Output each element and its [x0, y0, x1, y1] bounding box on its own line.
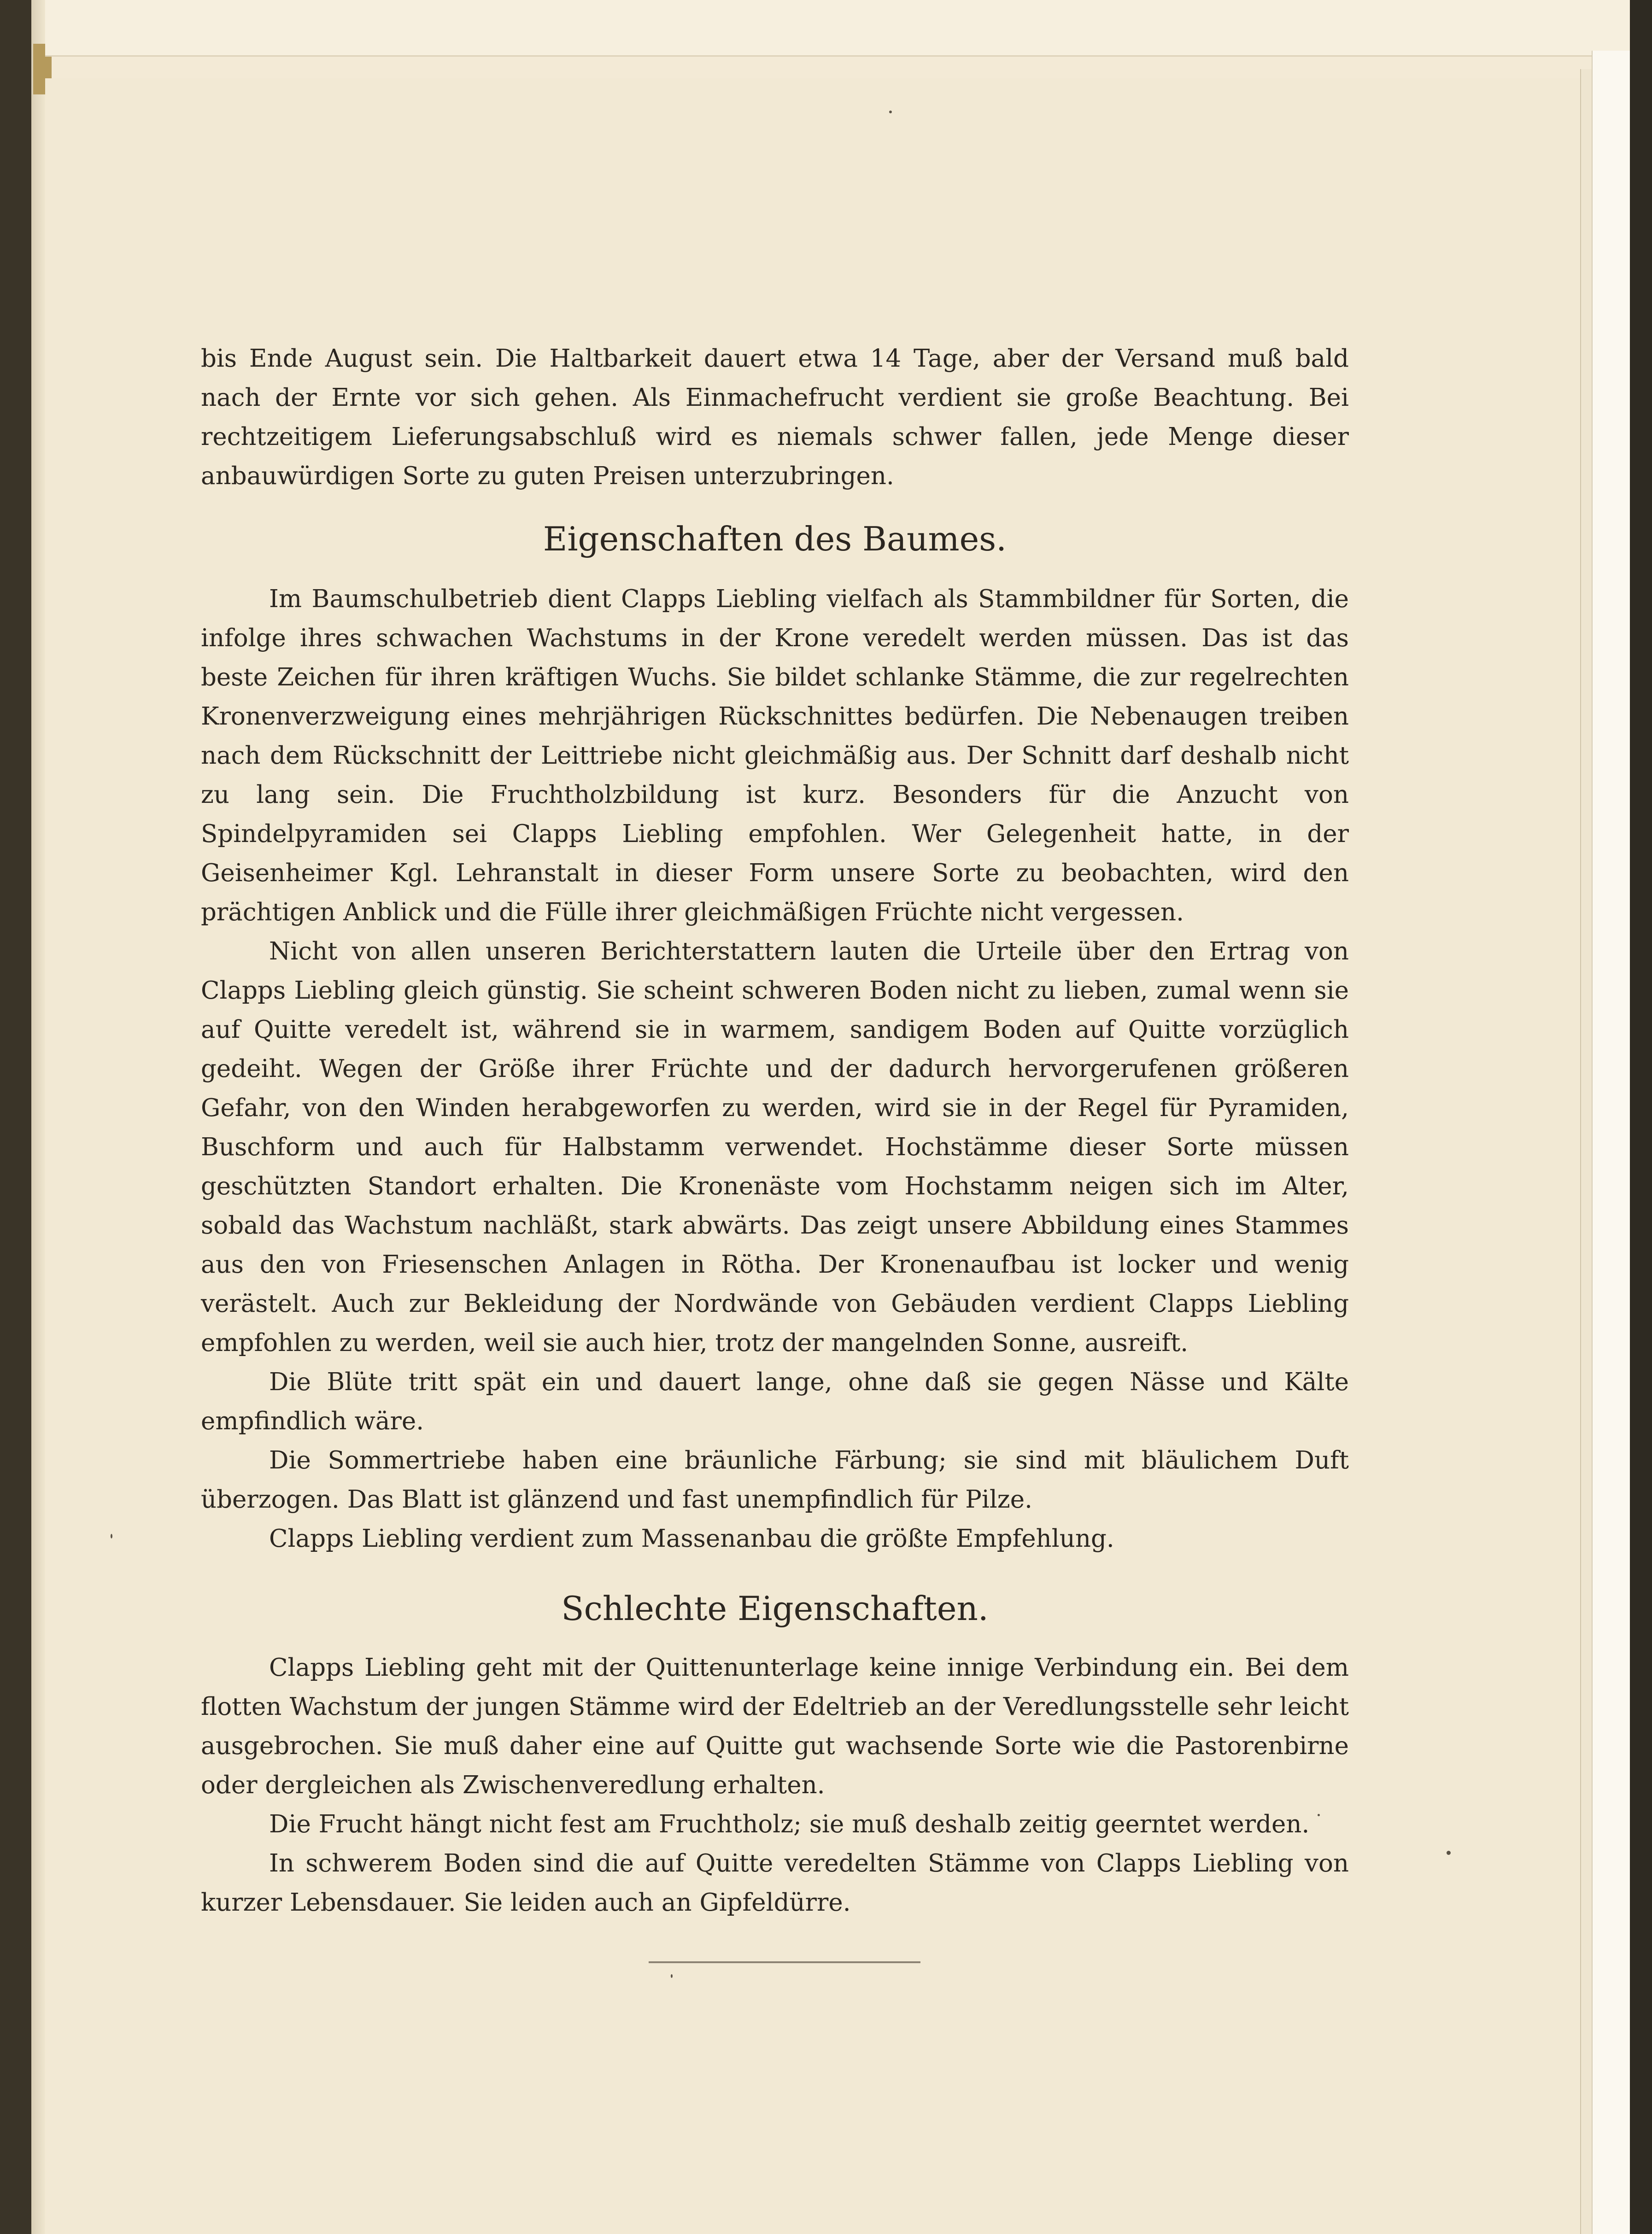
- paper-speck: [889, 111, 892, 113]
- right-page-stack-outer: [1592, 51, 1631, 2234]
- section-heading-bad-properties: Schlechte Eigenschaften.: [561, 1589, 989, 1628]
- section-tree-properties-body: [201, 579, 1349, 1558]
- paragraph: Nicht von allen unseren Berichterstattern lauten die Urteile über den Ertrag von Clapps Liebling gleich günstig. Sie scheint schweren Boden nicht zu lieben, zumal wenn sie auf Quitte veredelt ist, während sie in warmem, sandigem Boden auf Quitte vorzüglich gedeiht. Wegen der Größe ihrer Früchte und der dadurch hervorgerufenen größeren Gefahr, von den Winden herabgeworfen zu werden, wird sie in der Regel für Pyramiden, Buschform und auch für Halbstamm verwendet. Hochstämme dieser Sorte müssen geschützten Standort erhalten. Die Kronenäste vom Hochstamm neigen sich im Alter, sobald das Wachstum nachläßt, stark abwärts. Das zeigt unsere Abbildung eines Stammes aus den von Friesenschen Anlagen in Rötha. Der Kronenaufbau ist locker und wenig verästelt. Auch zur Bekleidung der Nordwände von Gebäuden verdient Clapps Liebling empfohlen zu werden, weil sie auch hier, trotz der mangelnden Sonne, ausreift.: [201, 937, 1349, 1357]
- paper-speck: [111, 1534, 112, 1538]
- top-page-edge: [45, 0, 1630, 57]
- scan-left-border: [0, 0, 31, 2234]
- paper-speck: [671, 1974, 673, 1978]
- section-heading-tree-properties: Eigenschaften des Baumes.: [543, 520, 1007, 558]
- paragraph: In schwerem Boden sind die auf Quitte veredelten Stämme von Clapps Liebling von kurzer Lebensdauer. Sie leiden auch an Gipfeldürre.: [201, 1849, 1349, 1917]
- scan-right-border: [1630, 0, 1652, 2234]
- paragraph: Clapps Liebling verdient zum Massenanbau die größte Empfehlung.: [269, 1525, 1114, 1553]
- intro-paragraph: bis Ende August sein. Die Haltbarkeit dauert etwa 14 Tage, aber der Versand muß bald nach der Ernte vor sich gehen. Als Einmachefrucht verdient sie große Beachtung. Bei rechtzeitigem Lieferungsabschluß wird es niemals schwer fallen, jede Menge dieser anbauwürdigen Sorte zu guten Preisen unterzubringen.: [201, 345, 1349, 490]
- paper-speck: [1447, 1851, 1451, 1855]
- paragraph: Die Blüte tritt spät ein und dauert lange, ohne daß sie gegen Nässe und Kälte empfindlich wäre.: [201, 1368, 1349, 1435]
- paragraph: Im Baumschulbetrieb dient Clapps Liebling vielfach als Stammbildner für Sorten, die infolge ihres schwachen Wachstums in der Krone veredelt werden müssen. Das ist das beste Zeichen für ihren kräftigen Wuchs. Sie bildet schlanke Stämme, die zur regelrechten Kronenverzweigung eines mehrjährigen Rückschnittes bedürfen. Die Nebenaugen treiben nach dem Rückschnitt der Leittriebe nicht gleichmäßig aus. Der Schnitt darf deshalb nicht zu lang sein. Die Fruchtholzbildung ist kurz. Besonders für die Anzucht von Spindelpyramiden sei Clapps Liebling empfohlen. Wer Gelegenheit hatte, in der Geisenheimer Kgl. Lehranstalt in dieser Form unsere Sorte zu beobachten, wird den prächtigen Anblick und die Fülle ihrer gleichmäßigen Früchte nicht vergessen.: [201, 585, 1349, 926]
- section-bad-properties-body: [201, 1648, 1349, 1922]
- closing-rule: [649, 1961, 920, 1963]
- intro-text: [201, 339, 1349, 496]
- paragraph: Die Sommertriebe haben eine bräunliche Färbung; sie sind mit bläulichem Duft überzogen. Das Blatt ist glänzend und fast unempfindlich für Pilze.: [201, 1446, 1349, 1514]
- paragraph: Clapps Liebling geht mit der Quittenunterlage keine innige Verbindung ein. Bei dem flotten Wachstum der jungen Stämme wird der Edeltrieb an der Veredlungsstelle sehr leicht ausgebrochen. Sie muß daher eine auf Quitte gut wachsende Sorte wie die Pastorenbirne oder dergleichen als Zwischenveredlung erhalten.: [201, 1654, 1349, 1799]
- paper-speck: [1318, 1814, 1320, 1816]
- left-page-edge: [31, 0, 45, 2234]
- paragraph: Die Frucht hängt nicht fest am Fruchtholz; sie muß deshalb zeitig geerntet werden.: [269, 1810, 1310, 1838]
